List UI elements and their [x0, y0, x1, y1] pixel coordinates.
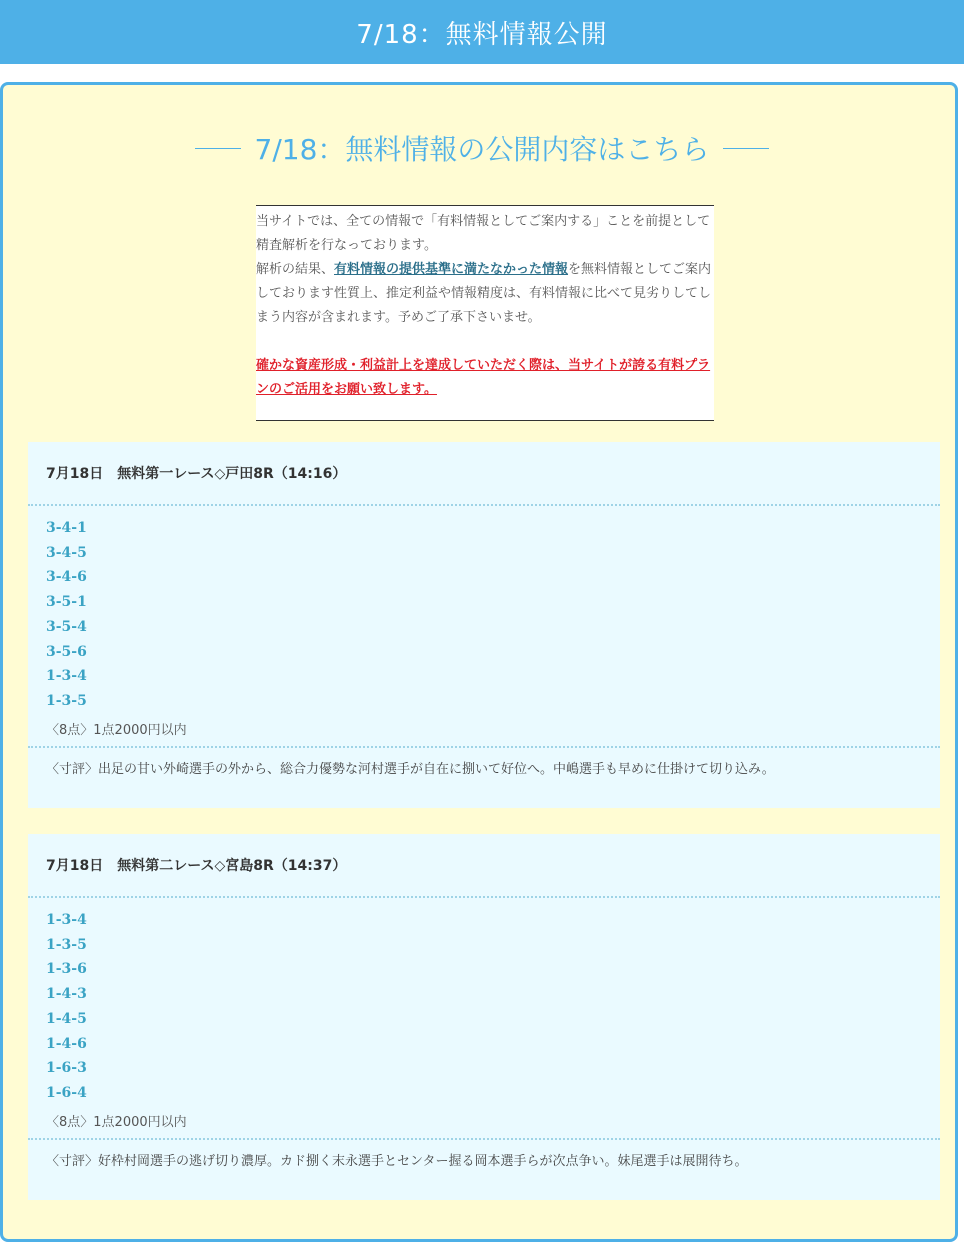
- notice-paragraph-1: 当サイトでは、全ての情報で「有料情報としてご案内する」ことを前提として精査解析を行なっております。: [256, 214, 711, 253]
- pick-item: 3-4-6: [46, 569, 87, 586]
- pick-item: 1-3-6: [46, 961, 87, 978]
- race-comment: 〈寸評〉好枠村岡選手の逃げ切り濃厚。カド捌く末永選手とセンター握る岡本選手らが次点争い。妹尾選手は展開待ち。: [46, 1154, 748, 1169]
- pick-item: 1-4-3: [46, 986, 87, 1003]
- pick-item: 3-4-1: [46, 520, 87, 536]
- stake-info: 〈8点〉1点2000円以内: [28, 1108, 940, 1140]
- page-header: [0, 0, 964, 64]
- race-title: 7月18日 無料第二レース◇宮島8R（14:37）: [28, 834, 940, 898]
- pick-list: [28, 506, 940, 716]
- pick-item: 1-4-5: [46, 1010, 87, 1027]
- pick-item: 1-3-4: [46, 912, 87, 928]
- stake-info: 〈8点〉1点2000円以内: [28, 716, 940, 748]
- race-card-1: [28, 442, 940, 808]
- notice-box: [256, 205, 714, 421]
- heading-rule-right: [723, 148, 769, 149]
- notice-paragraph-2: [256, 258, 714, 330]
- pick-item: 3-4-5: [46, 544, 87, 561]
- section-title: 7/18：無料情報の公開内容はこちら: [254, 133, 710, 166]
- notice-text-pre: 解析の結果、: [256, 262, 335, 277]
- pick-item: 3-5-6: [46, 643, 87, 660]
- race-title: 7月18日 無料第一レース◇戸田8R（14:16）: [28, 442, 940, 506]
- pick-item: 1-3-5: [46, 692, 87, 709]
- race-card-2: [28, 834, 940, 1200]
- section-heading: [0, 128, 964, 168]
- pick-item: 3-5-4: [46, 618, 87, 635]
- pick-list: [28, 898, 940, 1108]
- pick-item: 1-6-3: [46, 1060, 87, 1077]
- notice-text-post: を無料情報としてご案内しております性質上、推定利益や情報精度は、有料情報に比べて見劣りしてしまう内容が含まれます。予めご了承下さいませ。: [256, 262, 712, 325]
- page-title: 7/18：無料情報公開: [356, 19, 608, 50]
- race-comment: 〈寸評〉出足の甘い外崎選手の外から、総合力優勢な河村選手が自在に捌いて好位へ。中嶋選手も早めに仕掛けて切り込み。: [46, 762, 775, 777]
- paid-plan-link[interactable]: 確かな資産形成・利益計上を達成していただく際は、当サイトが誇る有料プランのご活用をお願い致します。: [256, 358, 711, 397]
- heading-rule-left: [195, 148, 241, 149]
- pick-item: 1-3-4: [46, 668, 87, 685]
- pick-item: 3-5-1: [46, 594, 87, 611]
- pick-item: 1-3-5: [46, 936, 87, 953]
- pick-item: 1-4-6: [46, 1035, 87, 1052]
- pick-item: 1-6-4: [46, 1084, 87, 1101]
- paid-standard-link[interactable]: 有料情報の提供基準に満たなかった情報: [334, 262, 569, 277]
